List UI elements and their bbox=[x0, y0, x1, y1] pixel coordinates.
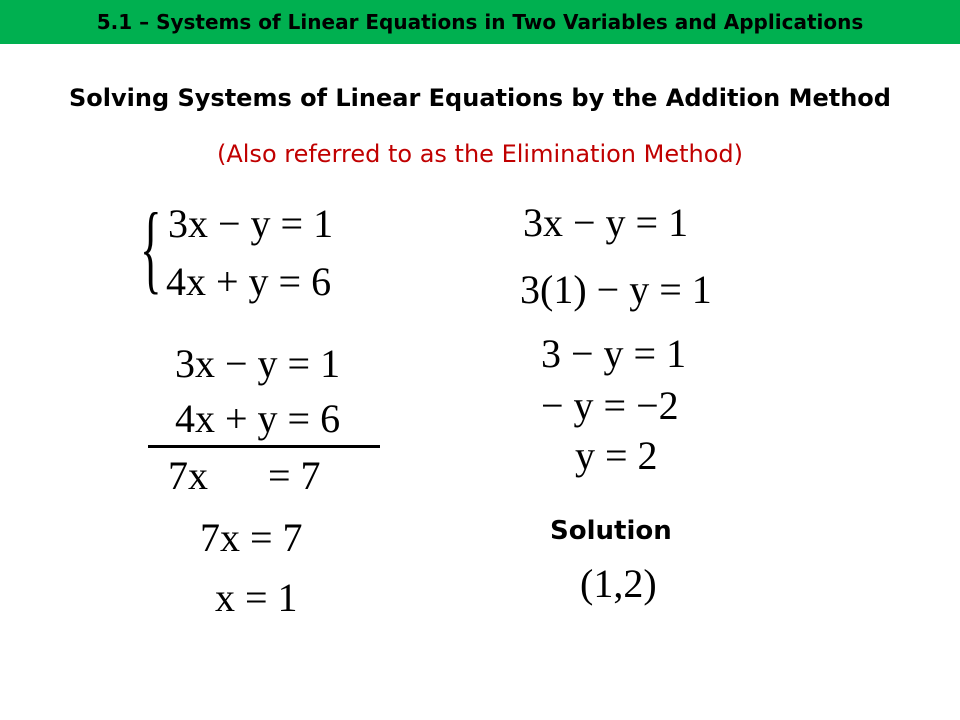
addition-sum: 7x = 7 bbox=[168, 453, 321, 498]
system-equation-1: 3x − y = 1 bbox=[168, 201, 334, 246]
title-banner bbox=[0, 0, 960, 44]
addition-equation-2: 4x + y = 6 bbox=[175, 396, 341, 441]
slide-subheading: (Also referred to as the Elimination Method) bbox=[216, 140, 744, 168]
solve-x-step-2: x = 1 bbox=[215, 575, 298, 620]
addition-equation-1: 3x − y = 1 bbox=[175, 341, 341, 386]
substitution-step-1: 3x − y = 1 bbox=[523, 200, 689, 245]
system-equation-2: 4x + y = 6 bbox=[166, 259, 332, 304]
banner-title: 5.1 – Systems of Linear Equations in Two Variables and Applications bbox=[96, 10, 864, 34]
system-brace-icon: { bbox=[140, 192, 162, 303]
addition-rule bbox=[148, 445, 380, 448]
substitution-step-5: y = 2 bbox=[575, 433, 658, 478]
solution-value: (1,2) bbox=[580, 561, 657, 606]
slide-heading: Solving Systems of Linear Equations by the Addition Method bbox=[69, 84, 891, 112]
solve-x-step-1: 7x = 7 bbox=[200, 515, 303, 560]
substitution-step-3: 3 − y = 1 bbox=[541, 331, 687, 376]
substitution-step-2: 3(1) − y = 1 bbox=[520, 267, 712, 312]
substitution-step-4: − y = −2 bbox=[541, 383, 679, 428]
solution-label: Solution bbox=[550, 516, 672, 546]
